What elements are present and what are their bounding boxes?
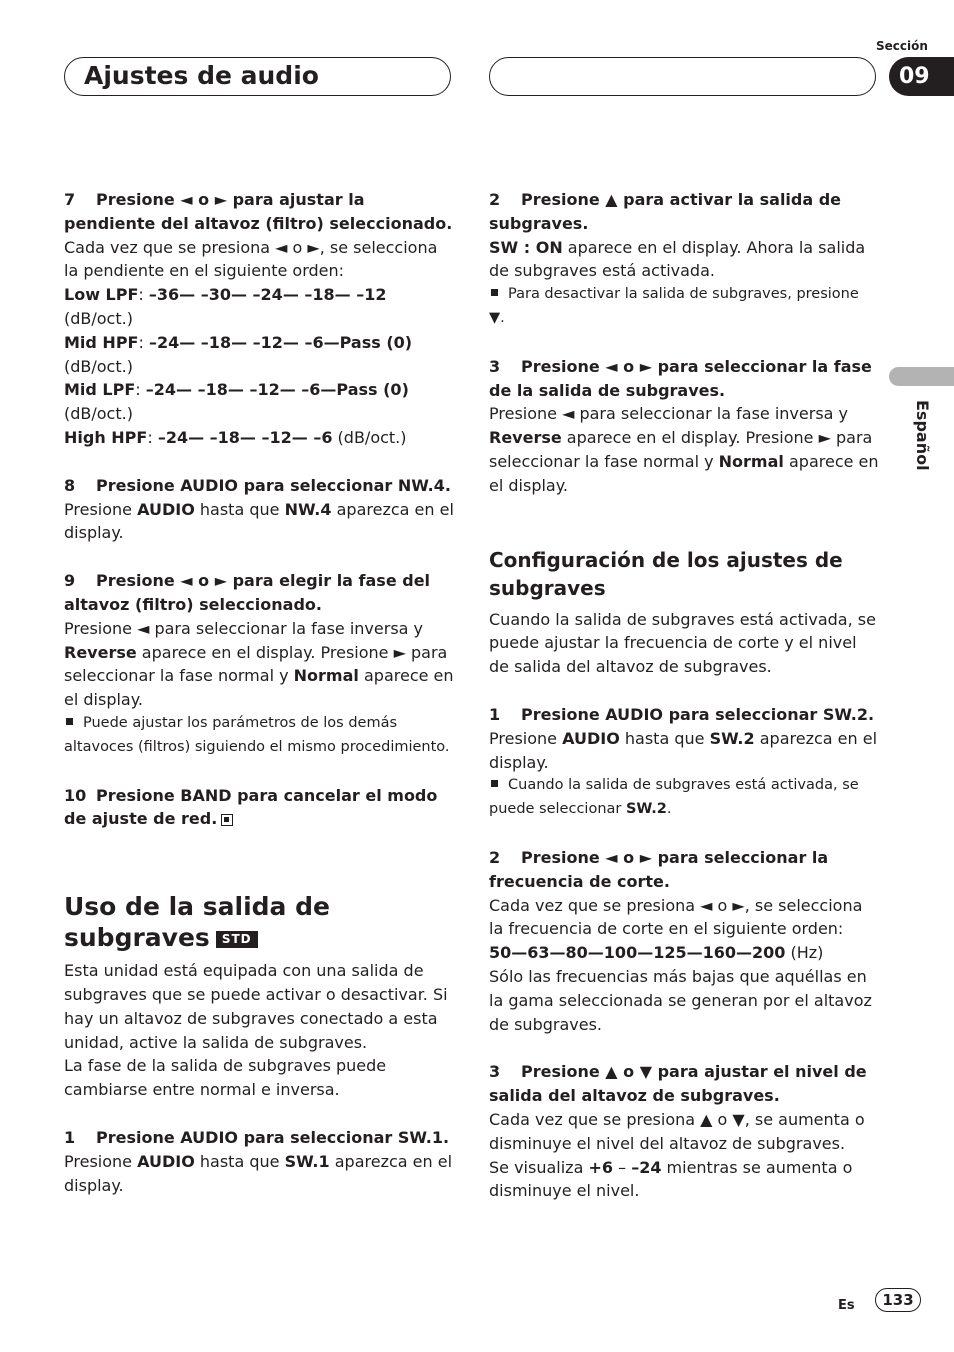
- step-10-title: 10 Presione BAND para cancelar el modo de ajuste de red.: [64, 785, 438, 829]
- language-tab-marker: [889, 367, 954, 386]
- end-mark-icon: [221, 814, 233, 826]
- step-1-title: 1 Presione AUDIO para seleccionar SW.1.: [64, 1127, 450, 1147]
- config-step-3-title: 3 Presione ▲ o ▼ para ajustar el nivel de salida del altavoz de subgraves.: [489, 1062, 867, 1106]
- slope-low-lpf: Low LPF: –36— –30— –24— –18— –12 (dB/oct.): [64, 285, 387, 328]
- step-2-note: Para desactivar la salida de subgraves, presione ▼.: [489, 286, 859, 326]
- step-7-title: 7 Presione ◄ o ► para ajustar la pendiente del altavoz (filtro) seleccionado.: [64, 190, 453, 233]
- step-2-title: 2 Presione ▲ para activar la salida de subgraves.: [489, 190, 842, 233]
- subwoofer-intro: Esta unidad está equipada con una salida de subgraves que se puede activar o desactivar. Si hay un altavoz de subgraves conectado a esta unidad, active la salida de subgraves.: [64, 961, 448, 1052]
- subwoofer-settings-heading: Configuración de los ajustes de subgraves: [489, 547, 843, 600]
- step-3-body: Presione ◄ para seleccionar la fase inversa y Reverse aparece en el display. Presione ► para seleccionar la fase normal y Normal aparece en el display.: [489, 404, 879, 495]
- step-3-title: 3 Presione ◄ o ► para seleccionar la fase de la salida de subgraves.: [489, 356, 872, 400]
- config-step-2-title: 2 Presione ◄ o ► para seleccionar la frecuencia de corte.: [489, 847, 829, 891]
- step-9-note: Puede ajustar los parámetros de los demás altavoces (filtros) siguiendo el mismo procedimiento.: [64, 714, 450, 755]
- config-step-1-title: 1 Presione AUDIO para seleccionar SW.2.: [489, 704, 875, 724]
- cutoff-frequency-values: 50—63—80—100—125—160—200 (Hz): [489, 943, 824, 963]
- subwoofer-intro-2: La fase de la salida de subgraves puede cambiarse entre normal e inversa.: [64, 1056, 387, 1100]
- step-7-body: Cada vez que se presiona ◄ o ►, se selecciona la pendiente en el siguiente orden:: [64, 237, 438, 281]
- header-right-frame: [489, 57, 876, 96]
- page-title: Ajustes de audio: [84, 61, 319, 90]
- bullet-square-icon: [491, 289, 498, 296]
- step-1-body: Presione AUDIO hasta que SW.1 aparezca en el display.: [64, 1151, 453, 1195]
- page-number: 133: [875, 1288, 921, 1312]
- section-label: Sección: [876, 39, 928, 53]
- step-9-body: Presione ◄ para seleccionar la fase inversa y Reverse aparece en el display. Presione ► para seleccionar la fase normal y Normal aparece en el display.: [64, 618, 454, 710]
- config-step-3-range: Se visualiza +6 – –24 mientras se aumenta o disminuye el nivel.: [489, 1157, 853, 1201]
- step-9-title: 9 Presione ◄ o ► para elegir la fase del altavoz (filtro) seleccionado.: [64, 571, 431, 614]
- step-8-title: 8 Presione AUDIO para seleccionar NW.4.: [64, 475, 451, 495]
- subwoofer-heading: Uso de la salida de subgraves STD: [64, 892, 330, 953]
- bullet-square-icon: [66, 718, 73, 725]
- config-step-2-body: Cada vez que se presiona ◄ o ►, se selecciona la frecuencia de corte en el siguiente orden:: [489, 895, 863, 939]
- config-step-1-body: Presione AUDIO hasta que SW.2 aparezca en el display.: [489, 728, 878, 772]
- left-column: [64, 188, 454, 1197]
- step-8-body: Presione AUDIO hasta que NW.4 aparezca en el display.: [64, 499, 454, 543]
- subwoofer-settings-intro: Cuando la salida de subgraves está activada, se puede ajustar la frecuencia de corte y el nivel de salida del altavoz de subgraves.: [489, 609, 876, 677]
- language-label: Español: [913, 400, 932, 471]
- footer-language-code: Es: [838, 1298, 855, 1313]
- slope-mid-hpf: Mid HPF: –24— –18— –12— –6—Pass (0) (dB/oct.): [64, 332, 413, 376]
- bullet-square-icon: [491, 780, 498, 787]
- slope-mid-lpf: Mid LPF: –24— –18— –12— –6—Pass (0) (dB/oct.): [64, 380, 409, 424]
- section-number-tab: 09: [889, 57, 954, 96]
- std-badge: STD: [216, 931, 258, 948]
- config-step-2-body-2: Sólo las frecuencias más bajas que aquéllas en la gama seleccionada se generan por el altavoz de subgraves.: [489, 966, 872, 1034]
- config-step-1-note: Cuando la salida de subgraves está activada, se puede seleccionar SW.2.: [489, 777, 859, 818]
- right-column: [489, 188, 879, 1203]
- step-2-body: SW : ON aparece en el display. Ahora la salida de subgraves está activada.: [489, 237, 866, 281]
- slope-high-hpf: High HPF: –24— –18— –12— –6 (dB/oct.): [64, 427, 407, 447]
- config-step-3-body: Cada vez que se presiona ▲ o ▼, se aumenta o disminuye el nivel del altavoz de subgraves.: [489, 1109, 865, 1153]
